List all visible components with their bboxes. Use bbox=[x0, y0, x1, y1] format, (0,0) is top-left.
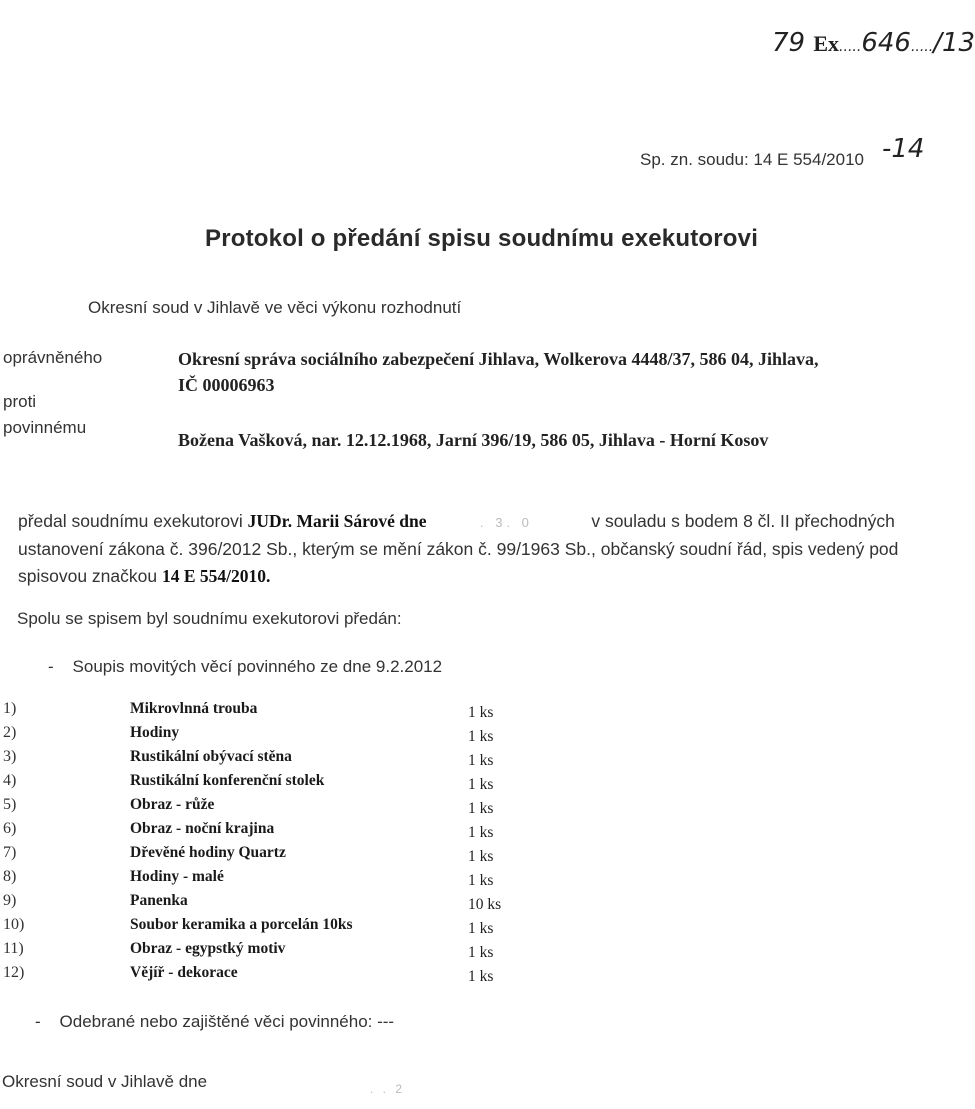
item-quantity: 1 ks bbox=[468, 728, 494, 745]
item-quantity: 1 ks bbox=[468, 848, 494, 865]
item-quantity: 1 ks bbox=[468, 800, 494, 817]
attachment-line: Spolu se spisem byl soudnímu exekutorovi předán: bbox=[17, 609, 402, 628]
item-name: Rustikální obývací stěna bbox=[130, 748, 292, 765]
creditor-details: Okresní správa sociálního zabezpečení Jihlava, Wolkerova 4448/37, 586 04, Jihlava, IČ 00006963 bbox=[178, 349, 819, 395]
item-quantity: 1 ks bbox=[468, 776, 494, 793]
footer-court-line: Okresní soud v Jihlavě dne bbox=[2, 1072, 208, 1091]
executor-name: JUDr. Marii Sárové dne bbox=[247, 511, 427, 531]
items-list bbox=[0, 700, 560, 988]
item-name: Obraz - růže bbox=[130, 796, 215, 813]
item-quantity: 1 ks bbox=[468, 968, 494, 985]
file-number: 14 E 554/2010. bbox=[161, 566, 271, 586]
list-item bbox=[0, 700, 560, 724]
item-name: Obraz - egypstký motiv bbox=[130, 940, 286, 957]
list-item bbox=[0, 748, 560, 772]
stamp-dots-2: ..... bbox=[910, 39, 934, 55]
against-label: proti bbox=[3, 392, 37, 411]
item-number: 8) bbox=[3, 868, 17, 885]
list-item bbox=[0, 796, 560, 820]
item-name: Dřevěné hodiny Quartz bbox=[130, 844, 286, 861]
item-quantity: 10 ks bbox=[468, 896, 502, 913]
item-name: Vějíř - dekorace bbox=[130, 964, 238, 981]
item-name: Hodiny - malé bbox=[130, 868, 224, 885]
list-item bbox=[0, 916, 560, 940]
item-name: Rustikální konferenční stolek bbox=[130, 772, 325, 789]
item-name: Soubor keramika a porcelán 10ks bbox=[130, 916, 353, 933]
item-number: 6) bbox=[3, 820, 17, 837]
court-line: Okresní soud v Jihlavě ve věci výkonu rozhodnutí bbox=[88, 298, 462, 317]
list-item bbox=[0, 820, 560, 844]
item-number: 7) bbox=[3, 844, 17, 861]
page-mark: -14 bbox=[882, 134, 925, 164]
handwritten-file-stamp bbox=[772, 28, 975, 58]
stamp-number: 646 bbox=[861, 28, 911, 58]
inventory-line: - Soupis movitých věcí povinného ze dne 9.2.2012 bbox=[48, 657, 443, 676]
footer-date-stamp: . . 2 bbox=[370, 1082, 406, 1096]
stamp-prefix: 79 bbox=[772, 28, 806, 58]
stamp-ex-label: Ex bbox=[813, 31, 840, 56]
list-item bbox=[0, 868, 560, 892]
debtor-role-label: povinnému bbox=[3, 418, 87, 437]
stamp-dots: ..... bbox=[839, 39, 862, 55]
item-number: 12) bbox=[3, 964, 25, 981]
item-name: Panenka bbox=[130, 892, 188, 909]
list-item bbox=[0, 964, 560, 988]
item-number: 4) bbox=[3, 772, 17, 789]
date-stamp: . 3. 0 bbox=[480, 515, 533, 530]
item-number: 10) bbox=[3, 916, 25, 933]
item-quantity: 1 ks bbox=[468, 752, 494, 769]
item-number: 2) bbox=[3, 724, 17, 741]
list-item bbox=[0, 940, 560, 964]
item-quantity: 1 ks bbox=[468, 944, 494, 961]
item-quantity: 1 ks bbox=[468, 824, 494, 841]
file-reference: Sp. zn. soudu: 14 E 554/2010 bbox=[640, 150, 865, 169]
handover-prefix: předal soudnímu exekutorovi bbox=[18, 511, 248, 531]
item-quantity: 1 ks bbox=[468, 704, 494, 721]
item-number: 5) bbox=[3, 796, 17, 813]
list-item bbox=[0, 892, 560, 916]
item-name: Obraz - noční krajina bbox=[130, 820, 275, 837]
item-quantity: 1 ks bbox=[468, 920, 494, 937]
item-number: 11) bbox=[3, 940, 24, 957]
creditor-role-label: oprávněného bbox=[3, 348, 103, 367]
item-number: 1) bbox=[3, 700, 17, 717]
stamp-suffix: /13 bbox=[933, 28, 975, 58]
handover-paragraph bbox=[18, 508, 938, 590]
document-title: Protokol o předání spisu soudnímu exekutorovi bbox=[205, 225, 759, 252]
item-name: Hodiny bbox=[130, 724, 180, 741]
list-item bbox=[0, 724, 560, 748]
list-item bbox=[0, 772, 560, 796]
debtor-details: Božena Vašková, nar. 12.12.1968, Jarní 396/19, 586 05, Jihlava - Horní Kosov bbox=[178, 430, 769, 450]
handover-body: v souladu s bodem 8 čl. II přechodných ustanovení zákona č. 396/2012 Sb., kterým se mění zákon č. 99/1963 Sb., občanský soudní řád, spis vedený pod spisovou značkou bbox=[18, 511, 899, 586]
item-name: Mikrovlnná trouba bbox=[130, 700, 258, 717]
item-number: 9) bbox=[3, 892, 17, 909]
removed-items-line: - Odebrané nebo zajištěné věci povinného: --- bbox=[35, 1012, 395, 1031]
list-item bbox=[0, 844, 560, 868]
item-number: 3) bbox=[3, 748, 17, 765]
item-quantity: 1 ks bbox=[468, 872, 494, 889]
